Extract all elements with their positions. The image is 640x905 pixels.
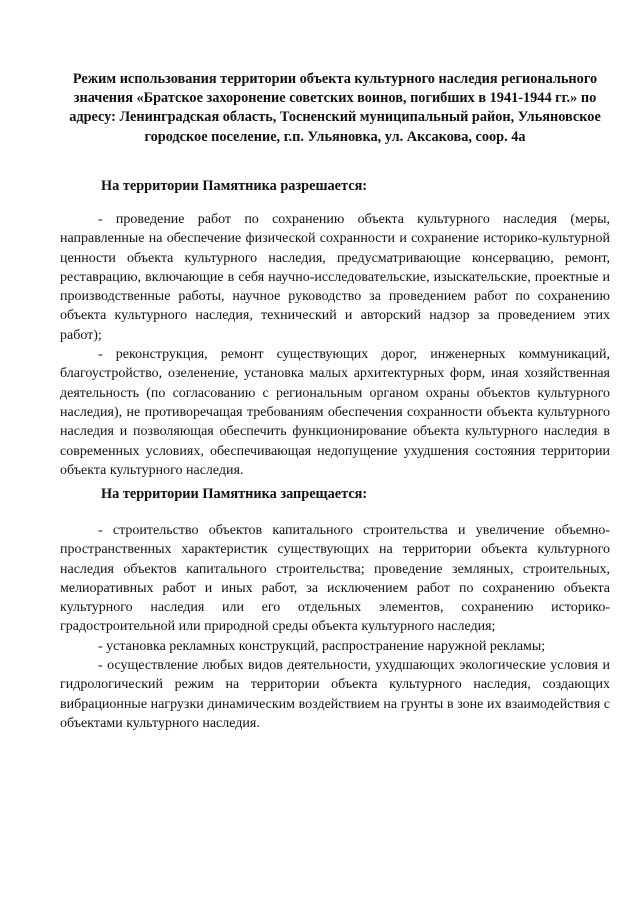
allowed-section xyxy=(60,210,610,480)
allowed-item: - проведение работ по сохранению объекта культурного наследия (меры, направленные на обеспечение физической сохранности и сохранение историко-культурной ценности объекта культурного наследия, предусматривающие консервацию, ремонт, реставрацию, включающие в себя научно-исследовательские, изыскательские, проектные и производственные работы, научное руководство за проведением работ по сохранению объекта культурного наследия, технический и авторский надзор за проведением этих работ); xyxy=(60,212,610,343)
prohibited-item: - осуществление любых видов деятельности, ухудшающих экологические условия и гидрологический режим на территории объекта культурного наследия, создающих вибрационные нагрузки динамическим воздействием на грунты в зоне их взаимодействия с объектами культурного наследия. xyxy=(60,658,610,731)
document-title: Режим использования территории объекта культурного наследия регионального значения «Братское захоронение советских воинов, погибших в 1941-1944 гг.» по адресу: Ленинградская область, Тосненский муниципальный район, Ульяновское городское поселение, г.п. Ульяновка, ул. Аксакова, соор. 4а xyxy=(69,71,601,145)
prohibited-section xyxy=(60,521,610,733)
prohibited-item: - строительство объектов капитального строительства и увеличение объемно-пространственных характеристик существующих на территории объекта культурного наследия объектов капитального строительства; проведение земляных, строительных, мелиоративных работ и иных работ, за исключением работ по сохранению объекта культурного наследия или его отдельных элементов, сохранению историко-градостроительной или природной среды объекта культурного наследия; xyxy=(60,523,610,635)
prohibited-item: - установка рекламных конструкций, распространение наружной рекламы; xyxy=(98,638,546,654)
prohibited-heading: На территории Памятника запрещается: xyxy=(101,486,368,502)
allowed-item: - реконструкция, ремонт существующих дорог, инженерных коммуникаций, благоустройство, озеленение, установка малых архитектурных форм, иная хозяйственная деятельность (по согласованию с региональным органом охраны объектов культурного наследия), не противоречащая требованиям обеспечения сохранности объекта культурного наследия и позволяющая обеспечить функционирование объекта культурного наследия в современных условиях, обеспечивающая недопущение ухудшения состояния территории объекта культурного наследия. xyxy=(60,347,610,478)
allowed-heading: На территории Памятника разрешается: xyxy=(101,178,368,194)
